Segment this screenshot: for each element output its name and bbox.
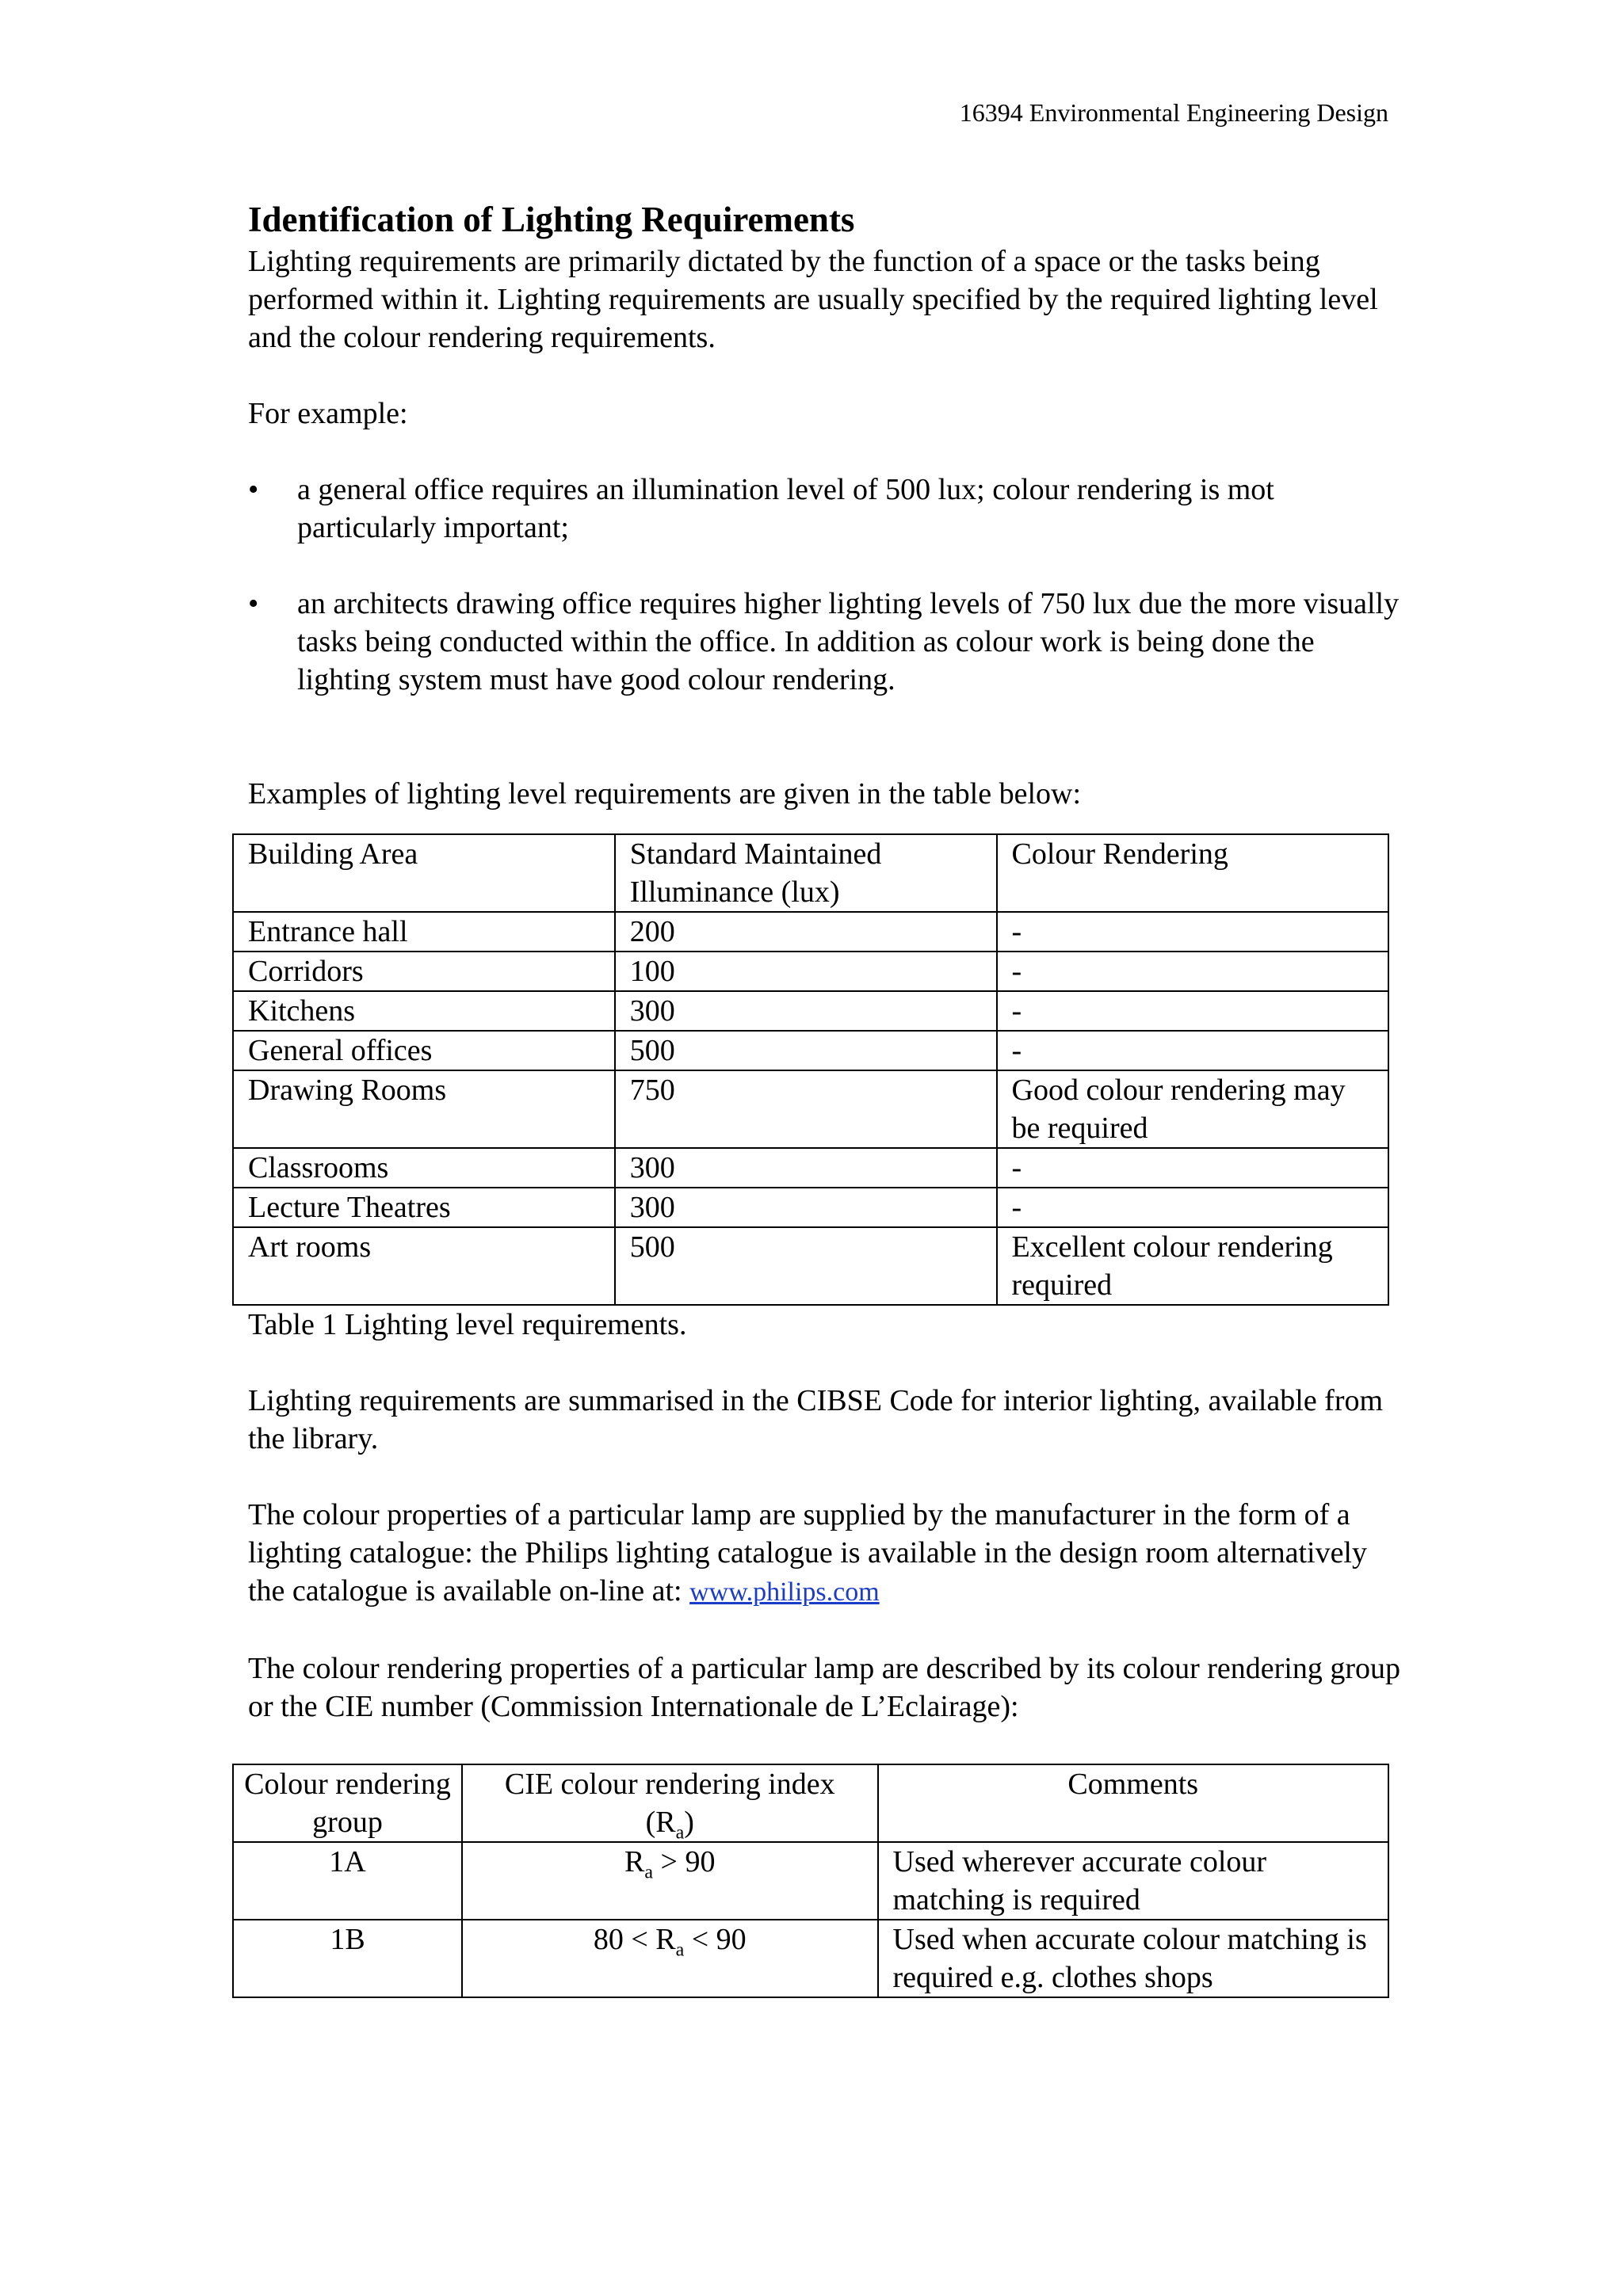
table-cell: 300	[615, 1148, 997, 1188]
bullet-icon: •	[248, 473, 259, 506]
cie-paragraph: The colour rendering properties of a particular lamp are described by its colour rendering group or the CIE number (Commission Internationale de L’Eclairage):	[248, 1652, 1401, 1723]
table-cell: 200	[615, 912, 997, 952]
bullet-icon: •	[248, 587, 259, 620]
cibse-paragraph: Lighting requirements are summarised in the CIBSE Code for interior lighting, available from the library.	[248, 1384, 1384, 1455]
table-cell: Art rooms	[233, 1227, 615, 1305]
table-cell: $80 < R_a < 90$	[462, 1920, 877, 1997]
table-cell: Used when accurate colour matching is required e.g. clothes shops	[878, 1920, 1389, 1997]
table-cell: Classrooms	[233, 1148, 615, 1188]
header-cell: Comments	[878, 1764, 1389, 1842]
table-cell: Drawing Rooms	[233, 1070, 615, 1148]
header-cell: Building Area	[233, 834, 615, 912]
table-row	[233, 952, 1388, 991]
table-cell: -	[997, 1188, 1388, 1227]
running-header: 16394 Environmental Engineering Design	[959, 98, 1388, 127]
table-cell: Kitchens	[233, 991, 615, 1031]
list-item-text: an architects drawing office requires higher lighting levels of 750 lux due the more visually tasks being conducted within the office. In addition as colour work is being done the lighting system must have good colour rendering.	[297, 587, 1400, 696]
table-row	[233, 1227, 1388, 1305]
example-lead: For example:	[248, 397, 408, 430]
table-cell: Entrance hall	[233, 912, 615, 952]
colour-rendering-table	[232, 1764, 1389, 1998]
table-row	[233, 1148, 1388, 1188]
table-row	[233, 1188, 1388, 1227]
table-cell: 300	[615, 1188, 997, 1227]
table-row	[233, 912, 1388, 952]
table-cell: -	[997, 1148, 1388, 1188]
table-row	[233, 1031, 1388, 1070]
table-row	[233, 1842, 1388, 1920]
philips-link[interactable]: www.philips.com	[689, 1577, 880, 1607]
table-cell: 1B	[233, 1920, 462, 1997]
list-item	[248, 585, 1405, 699]
table-cell: Corridors	[233, 952, 615, 991]
table-cell: -	[997, 1031, 1388, 1070]
table-cell: Excellent colour rendering required	[997, 1227, 1388, 1305]
list-item	[248, 471, 1405, 547]
header-cell: CIE colour rendering index $(R_a)$	[462, 1764, 877, 1842]
intro-paragraph: Lighting requirements are primarily dictated by the function of a space or the tasks being performed within it. Lighting requirements are usually specified by the required lighting level and the colour rendering requirements.	[248, 245, 1378, 354]
section-title: Identification of Lighting Requirements	[248, 200, 855, 239]
header-cell: Colour Rendering	[997, 834, 1388, 912]
table-cell: Lecture Theatres	[233, 1188, 615, 1227]
table-row	[233, 991, 1388, 1031]
table-cell: Good colour rendering may be required	[997, 1070, 1388, 1148]
catalogue-text: The colour properties of a particular lamp are supplied by the manufacturer in the form of a lighting catalogue: the Philips lighting catalogue is available in the design room alternatively the catalogue is available on-line at:	[248, 1498, 1367, 1608]
table-header-row	[233, 834, 1388, 912]
table-header-row	[233, 1764, 1388, 1842]
catalogue-paragraph	[248, 1496, 1405, 1611]
table-cell: -	[997, 912, 1388, 952]
table-cell: 750	[615, 1070, 997, 1148]
table1-caption: Table 1 Lighting level requirements.	[248, 1308, 687, 1341]
table-cell: 100	[615, 952, 997, 991]
lighting-level-table	[232, 833, 1389, 1306]
table-cell: -	[997, 952, 1388, 991]
table-cell: 500	[615, 1031, 997, 1070]
header-cell: Colour rendering group	[233, 1764, 462, 1842]
table-cell: 1A	[233, 1842, 462, 1920]
header-cell: Standard Maintained Illuminance (lux)	[615, 834, 997, 912]
table-row	[233, 1070, 1388, 1148]
table1-intro: Examples of lighting level requirements are given in the table below:	[248, 777, 1082, 810]
table-cell: General offices	[233, 1031, 615, 1070]
table-cell: 500	[615, 1227, 997, 1305]
example-list	[248, 471, 1405, 699]
table-cell: $R_a > 90$	[462, 1842, 877, 1920]
list-item-text: a general office requires an illumination level of 500 lux; colour rendering is mot particularly important;	[297, 473, 1274, 544]
table-cell: Used wherever accurate colour matching is required	[878, 1842, 1389, 1920]
document-body	[244, 196, 1405, 1998]
table-cell: -	[997, 991, 1388, 1031]
table-cell: 300	[615, 991, 997, 1031]
table-row	[233, 1920, 1388, 1997]
